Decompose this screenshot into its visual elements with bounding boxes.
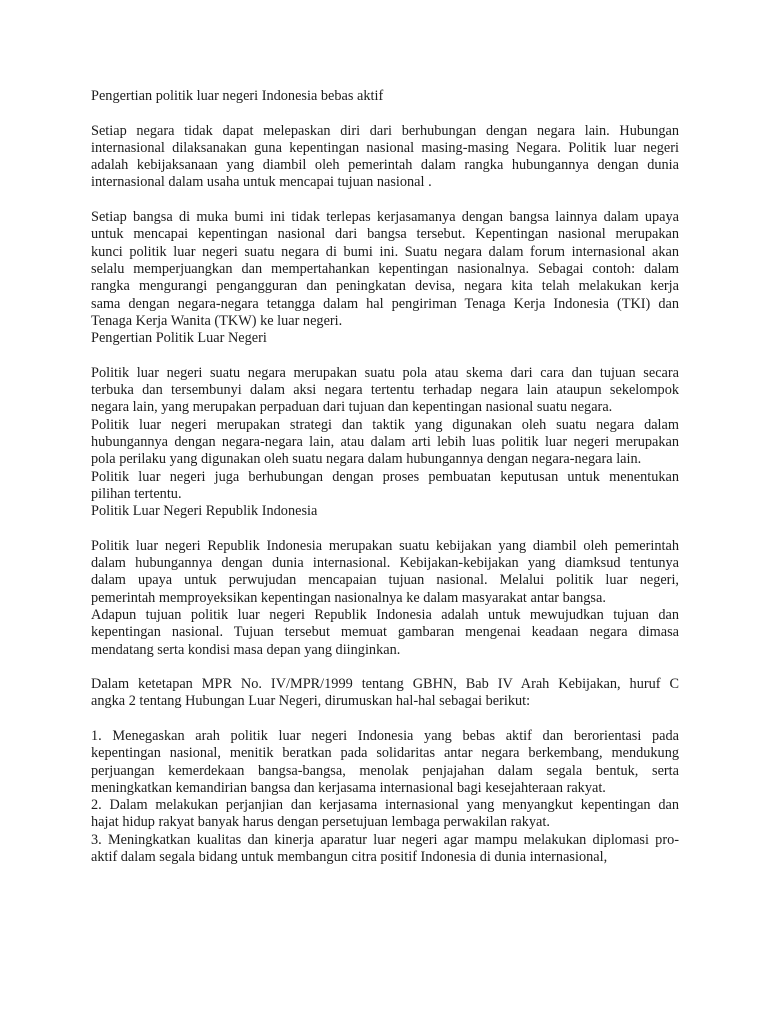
text-line: meningkatkan kemandirian bangsa dan kerjasama internasional bagi kesejahteraan rakyat.	[91, 779, 606, 796]
text-line: dalam hubungannya dengan dunia internasional. Kebijakan-kebijakan yang diamksud tentunya	[91, 555, 679, 572]
text-line: hubungannya dengan negara-negara lain, atau dalam arti lebih luas politik luar negeri merupakan	[91, 433, 679, 450]
paragraph-gap	[91, 659, 679, 676]
text-line: kunci politik luar negeri suatu negara di bumi ini. Suatu negara dalam forum internasional akan	[91, 243, 679, 260]
text-line: angka 2 tentang Hubungan Luar Negeri, dirumuskan hal-hal sebagai berikut:	[91, 693, 531, 710]
text-line: Setiap bangsa di muka bumi ini tidak terlepas kerjasamanya dengan bangsa lainnya dalam upaya	[91, 209, 679, 226]
text-line: kepentingan nasional. Tujuan tersebut memuat gambaran mengenai keadaan negara dimasa	[91, 624, 679, 641]
paragraph-gap	[91, 711, 679, 728]
paragraph-gap	[91, 105, 679, 122]
document-title: Pengertian politik luar negeri Indonesia bebas aktif	[91, 88, 384, 104]
text-line: mendatang serta kondisi masa depan yang diinginkan.	[91, 641, 401, 658]
paragraph-gap	[91, 192, 679, 209]
text-line: internasional dalam usaha untuk mencapai tujuan nasional .	[91, 174, 432, 191]
paragraph-3	[91, 365, 679, 521]
text-line: sama dengan negara-negara tetangga dalam hal pengiriman Tenaga Kerja Indonesia (TKI) dan	[91, 295, 679, 312]
paragraph-4	[91, 538, 679, 659]
paragraph-6-list	[91, 728, 679, 866]
text-line: pemerintah memproyeksikan kepentingan nasionalnya ke dalam masyarakat antar bangsa.	[91, 589, 606, 606]
text-line: Adapun tujuan politik luar negeri Republik Indonesia adalah untuk mewujudkan tujuan dan	[91, 606, 679, 623]
text-line: Politik luar negeri suatu negara merupakan suatu pola atau skema dari cara dan tujuan secara	[91, 364, 679, 381]
section-heading: Politik Luar Negeri Republik Indonesia	[91, 503, 318, 520]
text-line: kepentingan nasional, menitik beratkan pada solidaritas antar negara berkembang, mendukung	[91, 745, 679, 762]
text-line: rangka mengurangi pengangguran dan peningkatan devisa, negara kita telah melakukan kerja	[91, 278, 679, 295]
text-line: Politik luar negeri juga berhubungan dengan proses pembuatan keputusan untuk menentukan	[91, 468, 679, 485]
text-line: aktif dalam segala bidang untuk membangun citra positif Indonesia di dunia internasional,	[91, 849, 608, 866]
text-line: dalam upaya untuk perwujudan mencapaian tujuan nasional. Melalui politik luar negeri,	[91, 572, 679, 589]
text-line: Dalam ketetapan MPR No. IV/MPR/1999 tentang GBHN, Bab IV Arah Kebijakan, huruf C	[91, 676, 679, 693]
text-line: Politik luar negeri Republik Indonesia merupakan suatu kebijakan yang diambil oleh pemerintah	[91, 537, 679, 554]
paragraph-2	[91, 209, 679, 347]
text-line: Setiap negara tidak dapat melepaskan diri dari berhubungan dengan negara lain. Hubungan	[91, 122, 679, 139]
text-line: Politik luar negeri merupakan strategi dan taktik yang digunakan oleh suatu negara dalam	[91, 416, 679, 433]
text-line: perjuangan kemerdekaan bangsa-bangsa, menolak penjajahan dalam segala bentuk, serta	[91, 762, 679, 779]
document-body	[91, 88, 679, 866]
text-line: internasional dilaksanakan guna kepentingan nasional masing-masing Negara. Politik luar negeri	[91, 139, 679, 156]
text-line: selalu memperjuangkan dan mempertahankan kepentingan nasionalnya. Sebagai contoh: dalam	[91, 260, 679, 277]
paragraph-1	[91, 123, 679, 192]
list-item-2: 2. Dalam melakukan perjanjian dan kerjasama internasional yang menyangkut kepentingan dan	[91, 797, 679, 814]
paragraph-gap	[91, 520, 679, 537]
paragraph-5	[91, 676, 679, 711]
text-line: Tenaga Kerja Wanita (TKW) ke luar negeri.	[91, 312, 343, 329]
text-line: pilihan tertentu.	[91, 485, 182, 502]
list-item-1: 1. Menegaskan arah politik luar negeri Indonesia yang bebas aktif dan berorientasi pada	[91, 727, 679, 744]
text-line: negara lain, yang merupakan perpaduan dari tujuan dan kepentingan nasional suatu negara.	[91, 399, 613, 416]
text-line: terbuka dan tersembunyi dalam aksi negara tertentu terhadap negara lain ataupun sekelompok	[91, 382, 679, 399]
text-line: untuk mencapai kepentingan nasional dari bangsa tersebut. Kepentingan nasional merupakan	[91, 226, 679, 243]
paragraph-gap	[91, 347, 679, 364]
text-line: pola perilaku yang digunakan oleh suatu negara dalam hubungannya dengan negara-negara lain.	[91, 451, 642, 468]
text-line: adalah kebijaksanaan yang diambil oleh pemerintah dalam rangka hubungannya dengan dunia	[91, 157, 679, 174]
text-line: hajat hidup rakyat banyak harus dengan persetujuan lembaga perwakilan rakyat.	[91, 814, 550, 831]
list-item-3: 3. Meningkatkan kualitas dan kinerja aparatur luar negeri agar mampu melakukan diplomasi pro-	[91, 831, 679, 848]
section-heading: Pengertian Politik Luar Negeri	[91, 330, 267, 347]
